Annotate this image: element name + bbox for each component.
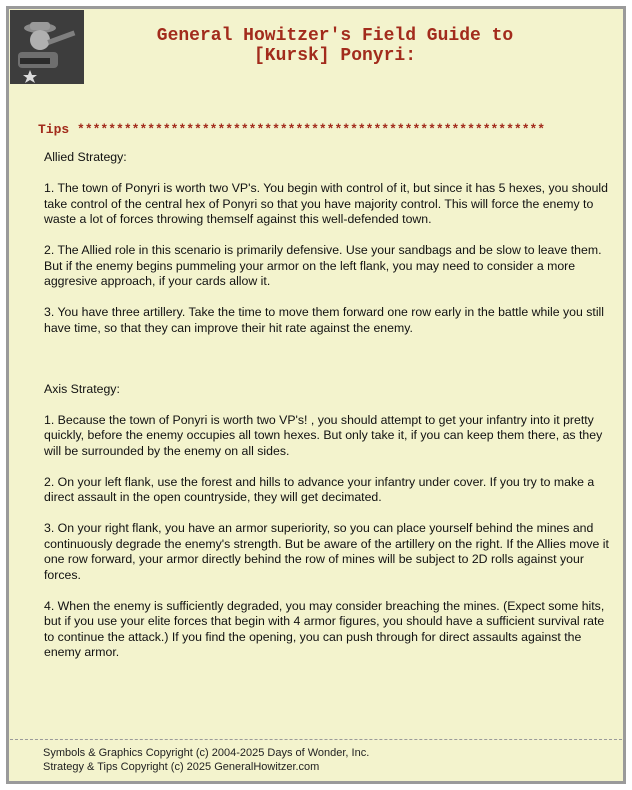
axis-heading: Axis Strategy: bbox=[44, 381, 120, 396]
axis-tip-3: 3. On your right flank, you have an armor superiority, so you can place yourself behind the mines and continuously degrade the enemy's strength. But be aware of the artillery on the right. If the Allies move it one row forward, your armor directly behind the row of mines will be subject to 2D rolls against your forces. bbox=[44, 521, 609, 582]
general-howitzer-logo-icon bbox=[10, 10, 84, 84]
strategy-content bbox=[44, 150, 609, 676]
tips-stars: ************************************************************ bbox=[77, 122, 546, 137]
footer-divider bbox=[10, 739, 622, 740]
allied-tip-1: 1. The town of Ponyri is worth two VP's. You begin with control of it, but since it has 5 hexes, you should take control of the central hex of Ponyri so that you have majority control. This will force the enemy to waste a lot of forces throwing themself against this well-defended town. bbox=[44, 181, 608, 226]
page-title bbox=[100, 26, 570, 66]
section-spacer bbox=[44, 352, 609, 382]
allied-tip-3: 3. You have three artillery. Take the time to move them forward one row early in the battle while you still have time, so that they can improve their hit rate against the enemy. bbox=[44, 305, 605, 335]
allied-heading: Allied Strategy: bbox=[44, 150, 127, 164]
allied-tip-2: 2. The Allied role in this scenario is primarily defensive. Use your sandbags and be slow to leave them. But if the enemy begins pummeling your armor on the left flank, you may need to consider a more aggresive approach, if your cards allow it. bbox=[44, 243, 602, 288]
axis-tip-4: 4. When the enemy is sufficiently degraded, you may consider breaching the mines. (Expect some hits, but if you use your elite forces that begin with 4 armor figures, you should have a sufficient survival rate to continue the attack.) If you find the opening, you can push through for direct assaults against the enemy armor. bbox=[44, 598, 605, 659]
axis-tip-1: 1. Because the town of Ponyri is worth two VP's! , you should attempt to get your infantry into it pretty quickly, before the enemy occupies all town hexes. But only take it, if you can keep them there, as they will be surrounded by the enemy on all sides. bbox=[44, 412, 603, 458]
tips-header bbox=[38, 122, 618, 137]
axis-tip-2: 2. On your left flank, use the forest and hills to advance your infantry under cover. If you try to make a direct assault in the open countryside, they will get decimated. bbox=[44, 474, 595, 504]
page-title-line-2: [Kursk] Ponyri: bbox=[253, 46, 417, 66]
footer-copyright-strategy: Strategy & Tips Copyright (c) 2025 GeneralHowitzer.com bbox=[43, 761, 320, 773]
tips-label: Tips bbox=[38, 122, 70, 137]
footer-copyright-graphics: Symbols & Graphics Copyright (c) 2004-2025 Days of Wonder, Inc. bbox=[43, 747, 370, 759]
page-title-line-1: General Howitzer's Field Guide to bbox=[156, 26, 514, 46]
footer bbox=[43, 746, 369, 774]
